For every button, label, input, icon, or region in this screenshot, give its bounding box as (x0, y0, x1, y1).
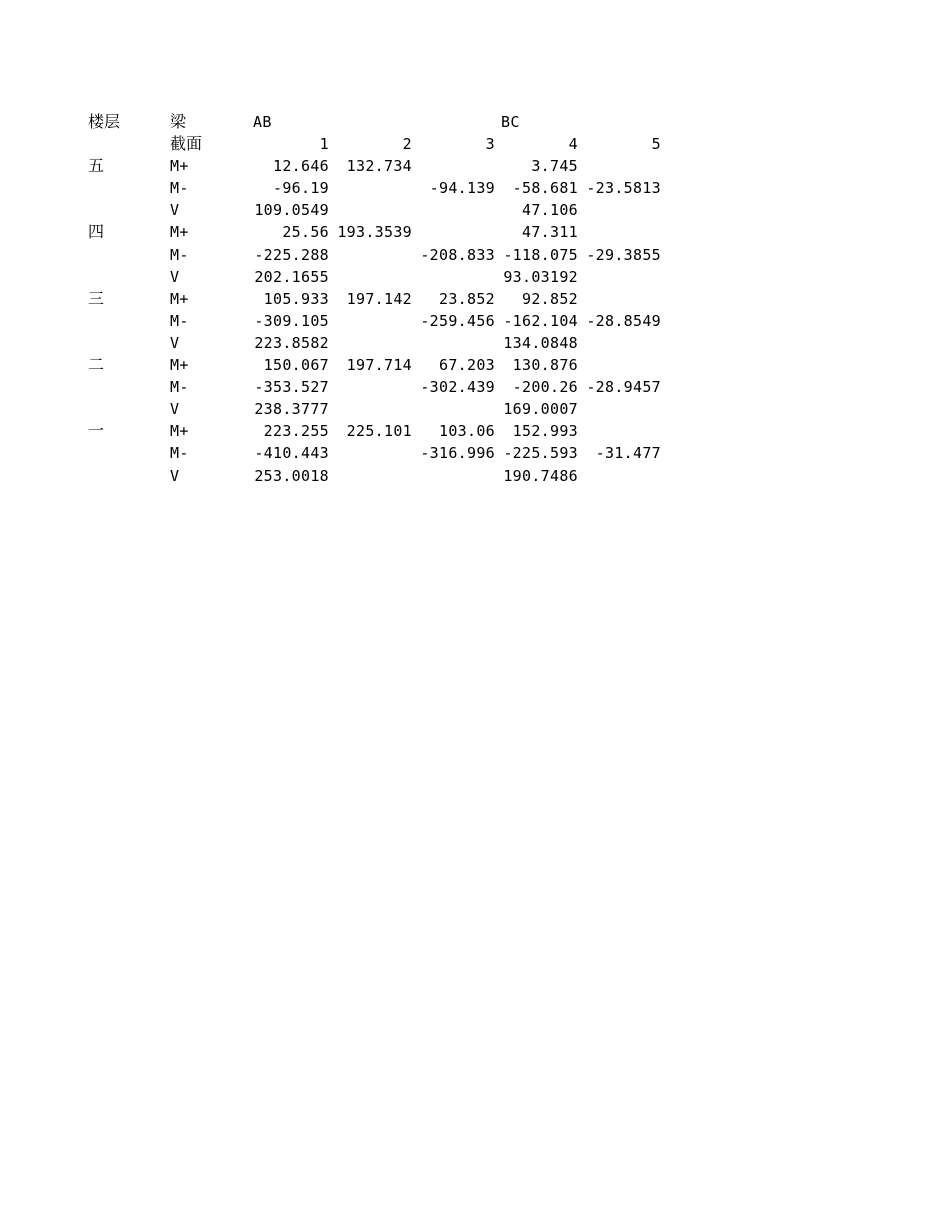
force-type: M- (170, 378, 189, 397)
floor-name: 五 (88, 156, 105, 176)
section-number-2: 2 (402, 135, 412, 154)
value-cell: 197.714 (346, 356, 412, 375)
force-type: V (170, 466, 180, 485)
value-cell: -28.8549 (586, 311, 661, 330)
value-cell: 253.0018 (254, 466, 329, 485)
beam-header: 梁 (170, 112, 187, 131)
value-cell: 105.933 (263, 289, 329, 308)
force-type: M+ (170, 356, 189, 375)
value-cell: 223.255 (263, 422, 329, 441)
floor-name: 四 (88, 222, 105, 242)
value-cell: 202.1655 (254, 267, 329, 286)
force-type: M+ (170, 157, 189, 176)
value-cell: 223.8582 (254, 333, 329, 352)
floor-name: 三 (88, 288, 105, 308)
value-cell: 238.3777 (254, 400, 329, 419)
value-cell: 23.852 (439, 289, 495, 308)
value-cell: 47.311 (522, 223, 578, 242)
floor-name: 二 (88, 355, 105, 375)
value-cell: -208.833 (420, 245, 495, 264)
value-cell: -58.681 (512, 179, 578, 198)
section-number-1: 1 (319, 135, 329, 154)
force-type: M+ (170, 289, 189, 308)
value-cell: -23.5813 (586, 179, 661, 198)
value-cell: -94.139 (429, 179, 495, 198)
value-cell: 93.03192 (503, 267, 578, 286)
value-cell: -316.996 (420, 444, 495, 463)
force-type: M- (170, 444, 189, 463)
value-cell: -118.075 (503, 245, 578, 264)
value-cell: 3.745 (531, 157, 578, 176)
value-cell: -31.477 (595, 444, 661, 463)
value-cell: 193.3539 (337, 223, 412, 242)
section-header: 截面 (170, 134, 203, 154)
value-cell: 152.993 (512, 422, 578, 441)
force-type: V (170, 333, 180, 352)
value-cell: 67.203 (439, 356, 495, 375)
force-type: M- (170, 245, 189, 264)
value-cell: 130.876 (512, 356, 578, 375)
value-cell: -96.19 (273, 179, 329, 198)
value-cell: -353.527 (254, 378, 329, 397)
value-cell: -410.443 (254, 444, 329, 463)
force-type: V (170, 267, 180, 286)
value-cell: -200.26 (512, 378, 578, 397)
section-number-4: 4 (568, 135, 578, 154)
value-cell: -302.439 (420, 378, 495, 397)
floor-header: 楼层 (88, 112, 121, 131)
value-cell: -28.9457 (586, 378, 661, 397)
value-cell: 12.646 (273, 157, 329, 176)
force-type: V (170, 400, 180, 419)
value-cell: -259.456 (420, 311, 495, 330)
force-type: V (170, 201, 180, 220)
value-cell: 132.734 (346, 157, 412, 176)
value-cell: 190.7486 (503, 466, 578, 485)
value-cell: 109.0549 (254, 201, 329, 220)
section-number-5: 5 (651, 135, 661, 154)
value-cell: 103.06 (439, 422, 495, 441)
value-cell: 169.0007 (503, 400, 578, 419)
value-cell: -309.105 (254, 311, 329, 330)
value-cell: 134.0848 (503, 333, 578, 352)
value-cell: 47.106 (522, 201, 578, 220)
value-cell: 150.067 (263, 356, 329, 375)
value-cell: 225.101 (346, 422, 412, 441)
value-cell: -162.104 (503, 311, 578, 330)
value-cell: 25.56 (282, 223, 329, 242)
value-cell: -225.288 (254, 245, 329, 264)
floor-name: 一 (88, 421, 105, 441)
beam-ab-label: AB (253, 113, 272, 131)
value-cell: -225.593 (503, 444, 578, 463)
value-cell: -29.3855 (586, 245, 661, 264)
force-type: M- (170, 311, 189, 330)
value-cell: 197.142 (346, 289, 412, 308)
beam-bc-label: BC (501, 113, 520, 131)
value-cell: 92.852 (522, 289, 578, 308)
force-type: M+ (170, 422, 189, 441)
force-type: M+ (170, 223, 189, 242)
section-number-3: 3 (485, 135, 495, 154)
force-type: M- (170, 179, 189, 198)
